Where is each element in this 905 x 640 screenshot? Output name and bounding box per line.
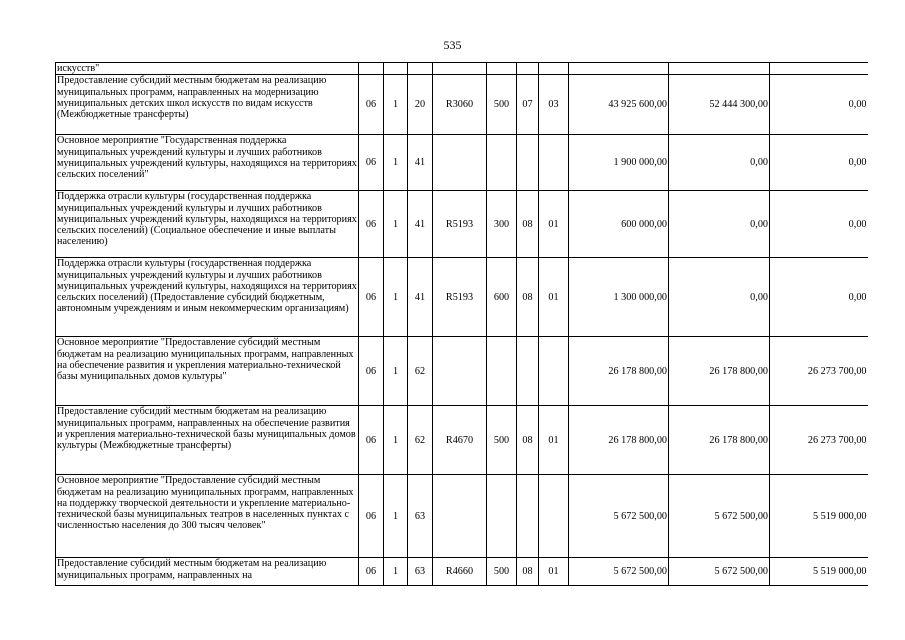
expense-type-code: 500	[487, 558, 517, 586]
section-code	[517, 63, 539, 75]
program-code: 06	[359, 406, 384, 475]
expense-type-code	[487, 135, 517, 191]
budget-table	[55, 62, 868, 586]
section-code: 08	[517, 258, 539, 337]
subprogram-code: 1	[384, 337, 408, 406]
amount-year-2: 0,00	[669, 135, 770, 191]
amount-year-1: 1 300 000,00	[569, 258, 669, 337]
table-row	[56, 258, 868, 337]
section-code	[517, 475, 539, 558]
expense-type-code: 300	[487, 191, 517, 258]
event-code: 41	[408, 135, 433, 191]
direction-code: R3060	[433, 75, 487, 135]
section-code: 08	[517, 406, 539, 475]
amount-year-1: 43 925 600,00	[569, 75, 669, 135]
amount-year-2: 5 672 500,00	[669, 475, 770, 558]
subsection-code: 01	[539, 558, 569, 586]
amount-year-2: 26 178 800,00	[669, 337, 770, 406]
subprogram-code: 1	[384, 75, 408, 135]
table-row	[56, 75, 868, 135]
subsection-code	[539, 63, 569, 75]
section-code: 07	[517, 75, 539, 135]
event-code: 63	[408, 558, 433, 586]
amount-year-3: 0,00	[770, 258, 868, 337]
event-code: 41	[408, 258, 433, 337]
row-description: Основное мероприятие "Предоставление субсидий местным бюджетам на реализацию муниципальных программ, направленных на поддержку творческой деятельности и укрепление материально-технической базы муниципальных театров в населенных пунктах с численностью населения до 300 тысяч человек"	[56, 475, 359, 558]
amount-year-1	[569, 63, 669, 75]
amount-year-1: 26 178 800,00	[569, 406, 669, 475]
table-row	[56, 406, 868, 475]
amount-year-1: 5 672 500,00	[569, 475, 669, 558]
expense-type-code	[487, 63, 517, 75]
program-code: 06	[359, 258, 384, 337]
event-code: 20	[408, 75, 433, 135]
event-code	[408, 63, 433, 75]
event-code: 62	[408, 406, 433, 475]
row-description: Предоставление субсидий местным бюджетам на реализацию муниципальных программ, направленных на обеспечение развития и укрепления материально-технической базы муниципальных домов культуры (Межбюджетные трансферты)	[56, 406, 359, 475]
table-row	[56, 558, 868, 586]
subprogram-code: 1	[384, 258, 408, 337]
amount-year-3	[770, 63, 868, 75]
event-code: 63	[408, 475, 433, 558]
amount-year-2: 26 178 800,00	[669, 406, 770, 475]
amount-year-3: 26 273 700,00	[770, 406, 868, 475]
section-code: 08	[517, 558, 539, 586]
row-description: искусств"	[56, 63, 359, 75]
subsection-code: 03	[539, 75, 569, 135]
subsection-code: 01	[539, 258, 569, 337]
expense-type-code	[487, 475, 517, 558]
section-code	[517, 135, 539, 191]
table-row	[56, 191, 868, 258]
direction-code: R5193	[433, 191, 487, 258]
section-code	[517, 337, 539, 406]
program-code: 06	[359, 135, 384, 191]
direction-code: R5193	[433, 258, 487, 337]
table-row	[56, 63, 868, 75]
amount-year-3: 26 273 700,00	[770, 337, 868, 406]
subprogram-code: 1	[384, 475, 408, 558]
row-description: Предоставление субсидий местным бюджетам на реализацию муниципальных программ, направленных на	[56, 558, 359, 586]
table-row	[56, 337, 868, 406]
row-description: Основное мероприятие "Государственная поддержка муниципальных учреждений культуры и лучших работников муниципальных учреждений культуры, находящихся на территориях сельских поселений"	[56, 135, 359, 191]
amount-year-3: 0,00	[770, 135, 868, 191]
subsection-code: 01	[539, 191, 569, 258]
amount-year-2: 5 672 500,00	[669, 558, 770, 586]
subprogram-code	[384, 63, 408, 75]
program-code: 06	[359, 191, 384, 258]
subprogram-code: 1	[384, 558, 408, 586]
section-code: 08	[517, 191, 539, 258]
expense-type-code	[487, 337, 517, 406]
subprogram-code: 1	[384, 191, 408, 258]
program-code: 06	[359, 475, 384, 558]
subsection-code	[539, 135, 569, 191]
expense-type-code: 500	[487, 406, 517, 475]
event-code: 41	[408, 191, 433, 258]
direction-code: R4660	[433, 558, 487, 586]
subprogram-code: 1	[384, 406, 408, 475]
amount-year-2: 0,00	[669, 191, 770, 258]
expense-type-code: 500	[487, 75, 517, 135]
amount-year-1: 26 178 800,00	[569, 337, 669, 406]
amount-year-2	[669, 63, 770, 75]
subsection-code	[539, 337, 569, 406]
row-description: Основное мероприятие "Предоставление субсидий местным бюджетам на реализацию муниципальных программ, направленных на обеспечение развития и укрепления материально-технической базы муниципальных домов культуры"	[56, 337, 359, 406]
row-description: Поддержка отрасли культуры (государственная поддержка муниципальных учреждений культуры и лучших работников муниципальных учреждений культуры, находящихся на территориях сельских поселений) (Предоставление субсидий бюджетным, автономным учреждениям и иным некоммерческим организациям)	[56, 258, 359, 337]
amount-year-1: 600 000,00	[569, 191, 669, 258]
subsection-code	[539, 475, 569, 558]
direction-code	[433, 475, 487, 558]
direction-code	[433, 63, 487, 75]
amount-year-3: 5 519 000,00	[770, 475, 868, 558]
direction-code	[433, 135, 487, 191]
direction-code: R4670	[433, 406, 487, 475]
amount-year-3: 0,00	[770, 75, 868, 135]
program-code: 06	[359, 337, 384, 406]
row-description: Предоставление субсидий местным бюджетам на реализацию муниципальных программ, направленных на модернизацию муниципальных детских школ искусств по видам искусств (Межбюджетные трансферты)	[56, 75, 359, 135]
event-code: 62	[408, 337, 433, 406]
amount-year-3: 5 519 000,00	[770, 558, 868, 586]
expense-type-code: 600	[487, 258, 517, 337]
table-row	[56, 135, 868, 191]
amount-year-2: 0,00	[669, 258, 770, 337]
amount-year-1: 5 672 500,00	[569, 558, 669, 586]
page-number: 535	[443, 38, 462, 52]
program-code	[359, 63, 384, 75]
subsection-code: 01	[539, 406, 569, 475]
amount-year-1: 1 900 000,00	[569, 135, 669, 191]
amount-year-2: 52 444 300,00	[669, 75, 770, 135]
amount-year-3: 0,00	[770, 191, 868, 258]
subprogram-code: 1	[384, 135, 408, 191]
direction-code	[433, 337, 487, 406]
program-code: 06	[359, 558, 384, 586]
program-code: 06	[359, 75, 384, 135]
table-row	[56, 475, 868, 558]
row-description: Поддержка отрасли культуры (государственная поддержка муниципальных учреждений культуры и лучших работников муниципальных учреждений культуры, находящихся на территориях сельских поселений) (Социальное обеспечение и иные выплаты населению)	[56, 191, 359, 258]
